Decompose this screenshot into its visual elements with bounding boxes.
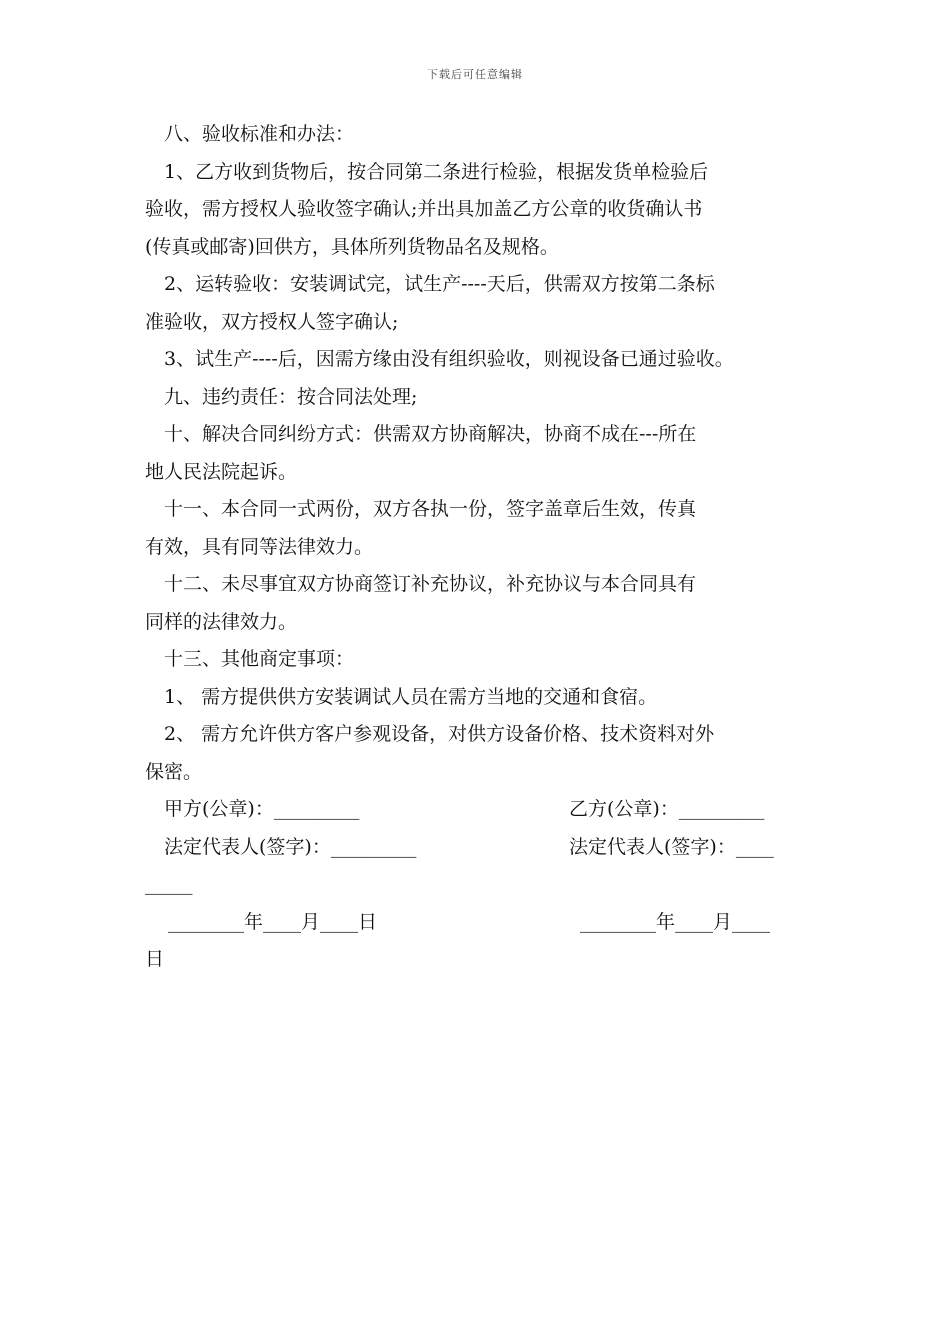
- section-12-line-2: 同样的法律效力。: [145, 610, 298, 633]
- signature-row-date: [145, 904, 817, 942]
- party-b-representative-continued: _____: [145, 873, 193, 895]
- party-b-date: ________年____月____: [580, 910, 771, 933]
- section-8-item-2-line-2: 准验收，双方授权人签字确认;: [145, 310, 399, 333]
- contract-body: [145, 116, 817, 979]
- party-a-representative: 法定代表人(签字)：_________: [164, 835, 417, 858]
- section-8-item-1-line-3: (传真或邮寄)回供方，具体所列货物品名及规格。: [145, 235, 559, 258]
- signature-row-seal: [145, 791, 817, 829]
- section-13-item-2-line-2: 保密。: [145, 760, 203, 783]
- section-11-line-2: 有效，具有同等法律效力。: [145, 535, 374, 558]
- section-13-item-2-line-1: 2、 需方允许供方客户参观设备，对供方设备价格、技术资料对外: [164, 723, 715, 745]
- party-b-seal: 乙方(公章)：_________: [569, 798, 765, 820]
- signature-row-representative: [145, 829, 817, 867]
- header-note: 下载后可任意编辑: [427, 68, 523, 81]
- section-8-item-3: 3、试生产----后，因需方缘由没有组织验收，则视设备已通过验收。: [164, 348, 734, 370]
- section-9: 九、违约责任：按合同法处理;: [164, 385, 418, 408]
- section-8-item-2-line-1: 2、运转验收：安装调试完，试生产----天后，供需双方按第二条标: [164, 273, 715, 295]
- party-a-date: ________年____月____日: [168, 910, 378, 933]
- party-b-representative: 法定代表人(签字)：____: [569, 835, 774, 858]
- section-8-title: 八、验收标准和办法：: [164, 123, 355, 145]
- section-8-item-1-line-1: 1、乙方收到货物后，按合同第二条进行检验，根据发货单检验后: [164, 160, 709, 183]
- section-8-item-1-line-2: 验收，需方授权人验收签字确认;并出具加盖乙方公章的收货确认书: [145, 198, 703, 220]
- section-12-line-1: 十二、未尽事宜双方协商签订补充协议，补充协议与本合同具有: [164, 573, 697, 595]
- section-13-item-1: 1、 需方提供供方安装调试人员在需方当地的交通和食宿。: [164, 685, 658, 708]
- section-10-line-2: 地人民法院起诉。: [145, 460, 298, 483]
- section-10-line-1: 十、解决合同纠纷方式：供需双方协商解决，协商不成在---所在: [164, 423, 697, 445]
- party-a-seal: 甲方(公章)：_________: [164, 798, 360, 820]
- section-13-title: 十三、其他商定事项：: [164, 648, 355, 670]
- party-b-date-continued: 日: [145, 948, 165, 970]
- section-11-line-1: 十一、本合同一式两份，双方各执一份，签字盖章后生效，传真: [164, 498, 697, 520]
